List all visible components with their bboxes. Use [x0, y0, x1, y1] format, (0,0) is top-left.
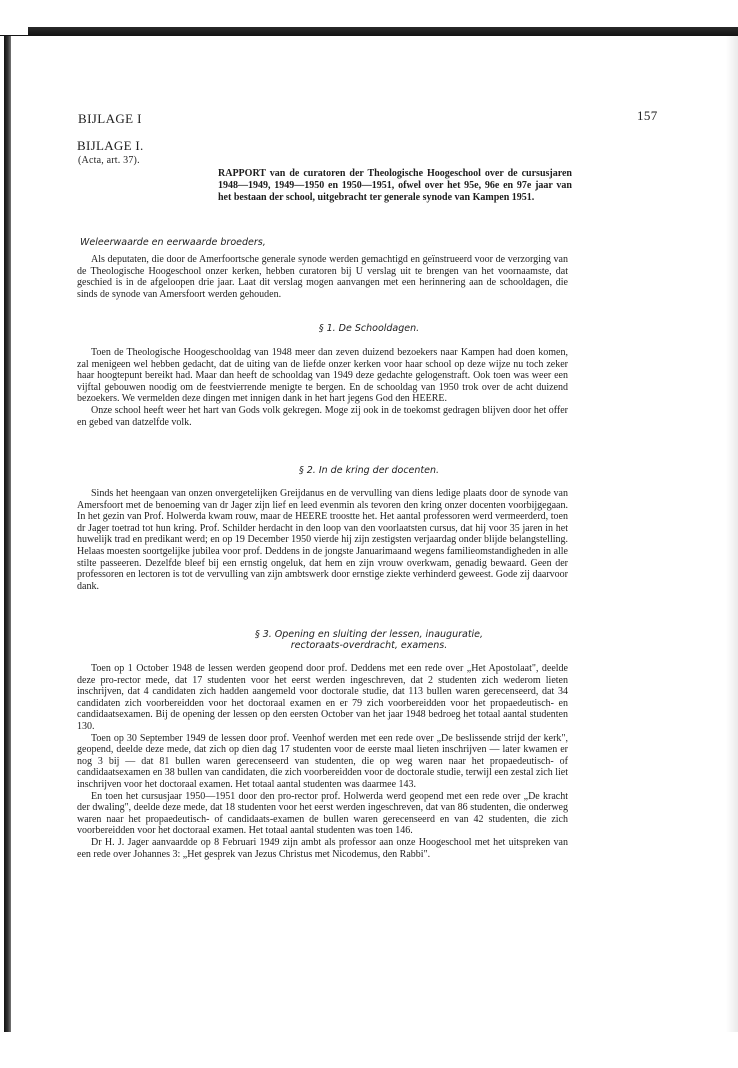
salutation: Weleerwaarde en eerwaarde broeders, [80, 237, 266, 248]
section-3-paragraph-2: Toen op 30 September 1949 de lessen door prof. Veenhof werden met een rede over „De beslissende strijd der kerk", geopend, deelde deze mede, dat zich op dien dag 17 studenten voor de eerste maal lieten inschrijven — later kwamen er nog 3 bij — dat 81 bullen waren gerecenseerd van studenten, die op weg waren naar het propaedeutisch- of candidaatsexamen en 38 bullen van candidaten, die zich voorbereidden voor de doctorale studie, terwijl een zestal zich liet inschrijven voor het doctoraal examen. Het totaal aantal studenten was daarmee 143. [77, 732, 568, 790]
section-1-body [77, 347, 568, 428]
section-3-paragraph-1: Toen op 1 October 1948 de lessen werden geopend door prof. Deddens met een rede over „Het Apostolaat", deelde deze pro-rector mede, dat 17 studenten voor het eerst werden ingeschreven, dat 2 studenten zich wederom lieten inschrijven, dat 4 candidaten zich hadden aangemeld voor doctorale studie, dat 113 bullen waren gerecenseerd, dat 34 candidaten zich voorbereidden voor het doctoraal examen en er 79 zich voorbereidden voor het propaedeutisch- en candidaatsexamen. Bij de opening der lessen op den eersten October van het jaar 1948 bedroeg het totaal aantal studenten 130. [77, 663, 568, 732]
running-head: BIJLAGE I [78, 111, 142, 126]
section-3-heading-line-1: § 3. Opening en sluiting der lessen, inauguratie, [254, 629, 484, 640]
acta-citation: (Acta, art. 37). [78, 155, 140, 166]
section-2-paragraph-1: Sinds het heengaan van onzen onvergetelijken Greijdanus en de vervulling van diens ledige plaats door de synode van Amersfoort met de benoeming van dr Jager zijn lief en leed evenmin als tevoren den kring onzer docenten voorbijgegaan. In het gezin van Prof. Holwerda kwam rouw, maar de HEERE troostte het. Het aantal professoren werd vermeerderd, toen dr Jager toetrad tot hun kring. Prof. Schilder herdacht in den loop van den voorlaatsten cursus, dat hij voor 35 jaren in het huwelijk trad en predikant werd; en op 19 December 1950 vierde hij zijn zestigsten verjaardag onder blijde belangstelling. Helaas moesten soortgelijke jubilea voor prof. Deddens in de jongste Januarimaand wegens familieomstandigheden in alle stilte passeeren. Dezelfde bleef bij een ernstig ongeluk, dat hem en zijn vrouw overkwam, genadig bewaard. Geen der professoren en lectoren is tot de vervulling van zijn ambtswerk door ernstige ziekte verhinderd geweest. Gode zij daarvoor dank. [77, 488, 568, 592]
page-number: 157 [637, 108, 658, 123]
section-3-heading-line-2: rectoraats-overdracht, examens. [290, 640, 448, 651]
section-3-paragraph-3: En toen het cursusjaar 1950—1951 door den pro-rector prof. Holwerda werd geopend met een rede over „De kracht der dwaling", deelde deze mede, dat 18 studenten voor het eerst werden ingeschreven, dat van 86 studenten, die onderweg waren naar het propaedeutisch- of candidaats-examen de bullen waren gerecenseerd en van 42 studenten, die zich voorbereidden voor het doctoraal examen. Het totaal aantal studenten was toen 146. [77, 790, 568, 837]
section-1-paragraph-2: Onze school heeft weer het hart van Gods volk gekregen. Moge zij ook in de toekomst gedragen blijven door het offer en gebed van datzelfde volk. [77, 404, 568, 428]
section-3-body [77, 663, 568, 860]
intro-paragraph: Als deputaten, die door de Amerfoortsche generale synode werden gemachtigd en geïnstrueerd voor de verzorging van de Theologische Hoogeschool onzer kerken, hebben curatoren bij U verslag uit te brengen van het voornaamste, dat geschied is in de afgeloopen drie jaar. Laat dit verslag mogen aanvangen met een herinnering aan de schooldagen, die sinds de synode van Amersfoort werden gehouden. [77, 254, 568, 300]
section-2-body [77, 488, 568, 592]
section-3-paragraph-4: Dr H. J. Jager aanvaardde op 8 Februari 1949 zijn ambt als professor aan onze Hoogeschool met het uitspreken van een rede over Johannes 3: „Het gesprek van Jezus Christus met Nicodemus, den Rabbi". [77, 836, 568, 860]
appendix-heading: BIJLAGE I. [77, 138, 144, 153]
report-title: RAPPORT van de curatoren der Theologische Hoogeschool over de cursusjaren 1948—1949, 1949—1950 en 1950—1951, ofwel over het 95e, 96e en 97e jaar van het bestaan der school, uitgebracht ter generale synode van Kampen 1951. [218, 168, 572, 203]
intro-block [77, 254, 568, 300]
section-2-heading: § 2. In de kring der docenten. [298, 465, 440, 476]
section-1-paragraph-1: Toen de Theologische Hoogeschooldag van 1948 meer dan zeven duizend bezoekers naar Kampen had doen komen, zal menigeen wel hebben gedacht, dat de uiting van de liefde onzer kerken voor haar school op deze wijze nu toch zeker haar hoogtepunt bereikt had. Maar dan heeft de schooldag van 1949 deze gedachte gelogenstraft. Ook toen was weer een vijftal gebouwen noodig om de feestvierrende menigte te bergen. En de schooldag van 1950 trok over de acht duizend bezoekers. We vermelden deze dingen met innigen dank in het hart jegens God den HEERE. [77, 347, 568, 405]
section-1-heading: § 1. De Schooldagen. [318, 323, 420, 334]
section-3-heading [0, 629, 738, 651]
